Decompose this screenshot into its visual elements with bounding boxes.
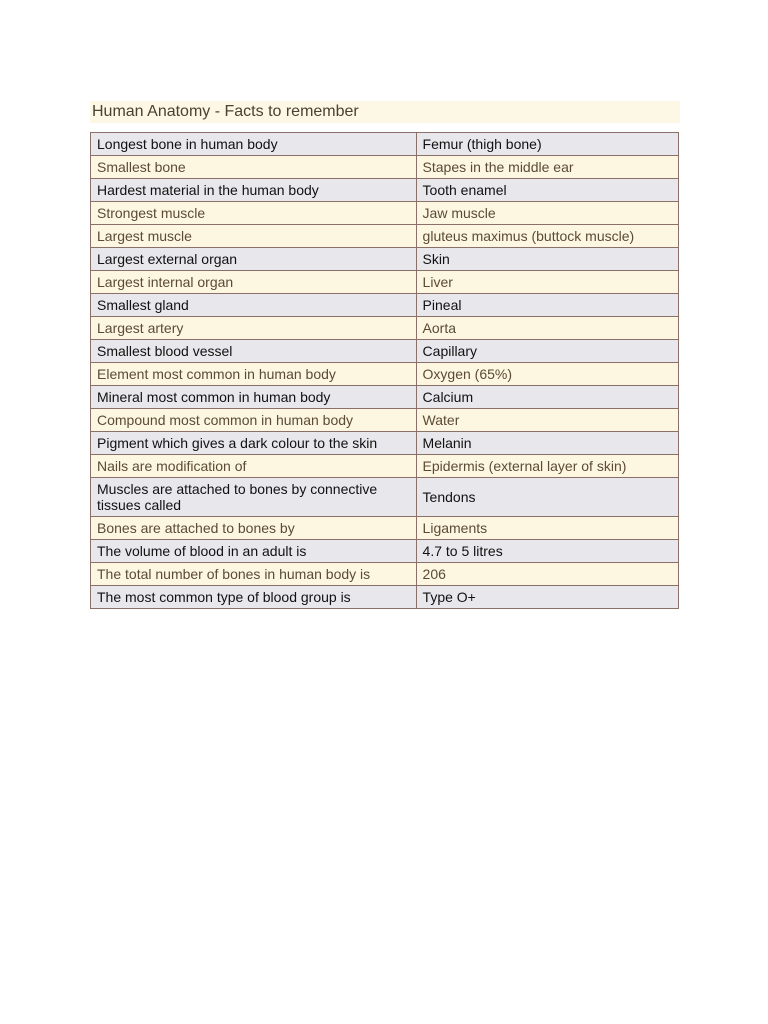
answer-cell: 206 (416, 563, 678, 586)
answer-cell: 4.7 to 5 litres (416, 540, 678, 563)
fact-cell: The volume of blood in an adult is (91, 540, 417, 563)
table-row (91, 409, 679, 432)
table-row (91, 317, 679, 340)
table-row (91, 156, 679, 179)
answer-cell: Melanin (416, 432, 678, 455)
table-row (91, 455, 679, 478)
fact-cell: Strongest muscle (91, 202, 417, 225)
answer-cell: Jaw muscle (416, 202, 678, 225)
table-row (91, 179, 679, 202)
answer-cell: Aorta (416, 317, 678, 340)
table-row (91, 363, 679, 386)
answer-cell: Tendons (416, 478, 678, 517)
answer-cell: Tooth enamel (416, 179, 678, 202)
answer-cell: Pineal (416, 294, 678, 317)
document-page (90, 101, 680, 609)
answer-cell: Epidermis (external layer of skin) (416, 455, 678, 478)
table-row (91, 133, 679, 156)
fact-cell: Smallest bone (91, 156, 417, 179)
fact-cell: Longest bone in human body (91, 133, 417, 156)
table-row (91, 202, 679, 225)
answer-cell: Calcium (416, 386, 678, 409)
table-row (91, 563, 679, 586)
answer-cell: Oxygen (65%) (416, 363, 678, 386)
fact-cell: Compound most common in human body (91, 409, 417, 432)
fact-cell: Hardest material in the human body (91, 179, 417, 202)
fact-cell: Nails are modification of (91, 455, 417, 478)
fact-cell: Largest internal organ (91, 271, 417, 294)
table-row (91, 517, 679, 540)
table-row (91, 540, 679, 563)
table-row (91, 586, 679, 609)
fact-cell: Smallest blood vessel (91, 340, 417, 363)
answer-cell: Stapes in the middle ear (416, 156, 678, 179)
facts-table-body (91, 133, 679, 609)
answer-cell: Capillary (416, 340, 678, 363)
fact-cell: Largest external organ (91, 248, 417, 271)
fact-cell: Smallest gland (91, 294, 417, 317)
answer-cell: Type O+ (416, 586, 678, 609)
title-bar (90, 101, 680, 123)
answer-cell: Ligaments (416, 517, 678, 540)
table-row (91, 248, 679, 271)
table-row (91, 271, 679, 294)
fact-cell: Bones are attached to bones by (91, 517, 417, 540)
fact-cell: Pigment which gives a dark colour to the skin (91, 432, 417, 455)
answer-cell: Water (416, 409, 678, 432)
fact-cell: The total number of bones in human body is (91, 563, 417, 586)
table-row (91, 432, 679, 455)
table-row (91, 340, 679, 363)
fact-cell: Largest artery (91, 317, 417, 340)
fact-cell: Element most common in human body (91, 363, 417, 386)
fact-cell: Largest muscle (91, 225, 417, 248)
fact-cell: Mineral most common in human body (91, 386, 417, 409)
fact-cell: The most common type of blood group is (91, 586, 417, 609)
facts-table (90, 132, 679, 609)
fact-cell: Muscles are attached to bones by connective tissues called (91, 478, 417, 517)
document-title: Human Anatomy - Facts to remember (92, 103, 359, 120)
table-row (91, 386, 679, 409)
table-row (91, 478, 679, 517)
answer-cell: Femur (thigh bone) (416, 133, 678, 156)
answer-cell: Skin (416, 248, 678, 271)
table-row (91, 294, 679, 317)
table-row (91, 225, 679, 248)
answer-cell: gluteus maximus (buttock muscle) (416, 225, 678, 248)
answer-cell: Liver (416, 271, 678, 294)
